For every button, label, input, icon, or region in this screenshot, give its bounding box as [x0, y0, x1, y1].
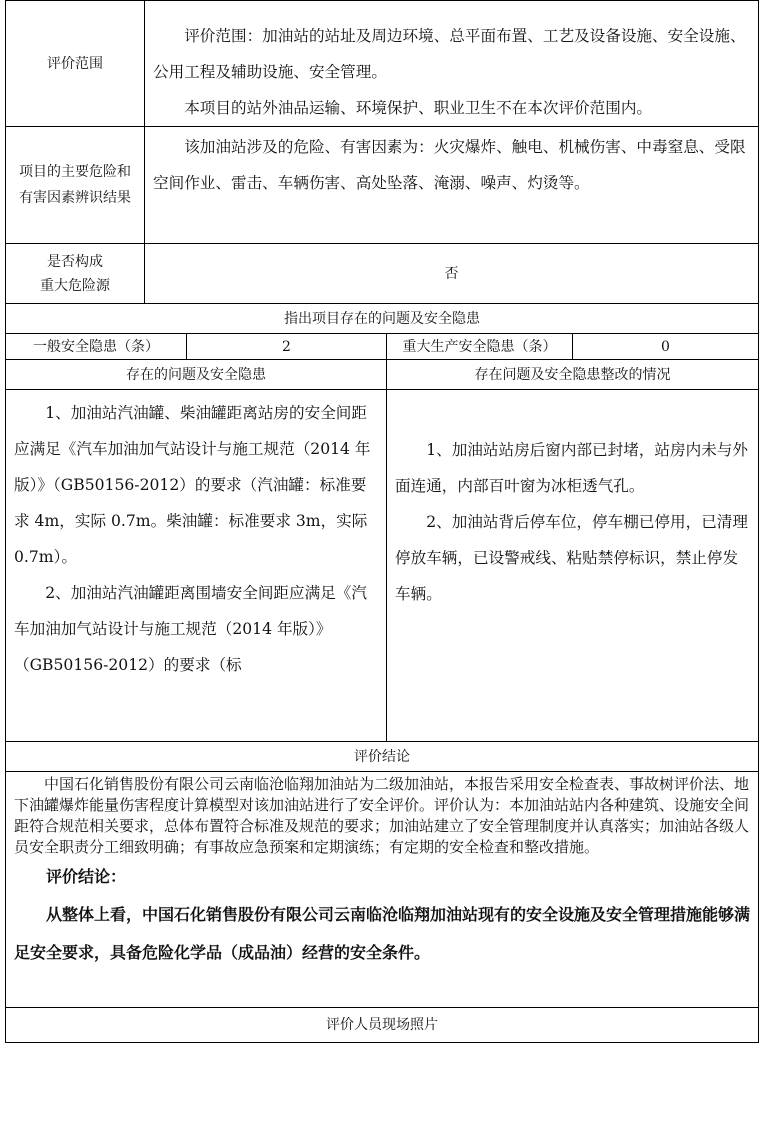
hazards-label-text: 项目的主要危险和有害因素辨识结果	[19, 164, 131, 206]
major-hazard-label	[6, 244, 144, 303]
scope-content	[144, 1, 758, 126]
major-count-value: 0	[572, 334, 758, 359]
rectification-item: 1、加油站站房后窗内部已封堵，站房内未与外面连通，内部百叶窗为冰柜透气孔。	[395, 441, 748, 495]
issues-header: 指出项目存在的问题及安全隐患	[6, 304, 758, 334]
conclusion-text: 中国石化销售股份有限公司云南临沧临翔加油站为二级加油站，本报告采用安全检查表、事故树评价法、地下油罐爆炸能量伤害程度计算模型对该加油站进行了安全评价。评价认为：本加油站站内各种建筑、设施安全间距符合规范相关要求，总体布置符合标准及规范的要求；加油站建立了安全管理制度并认真落实；加油站各级人员安全职责分工细致明确；有事故应急预案和定期演练；有定期的安全检查和整改措施。	[14, 775, 750, 856]
major-hazard-label-line1: 是否构成	[47, 253, 103, 270]
problems-column-header: 存在的问题及安全隐患	[126, 366, 266, 383]
photos-header: 评价人员现场照片	[6, 1008, 758, 1043]
hazards-content	[144, 127, 758, 243]
problems-list	[6, 390, 386, 741]
major-hazard-label-line2: 重大危险源	[40, 277, 110, 294]
major-count-label: 重大生产安全隐患（条）	[386, 334, 572, 359]
conclusion-text-block	[6, 772, 758, 858]
hazards-row	[6, 127, 758, 244]
scope-paragraph: 评价范围：加油站的站址及周边环境、总平面布置、工艺及设备设施、安全设施、公用工程及辅助设施、安全管理。	[153, 27, 746, 81]
hazards-text: 该加油站涉及的危险、有害因素为：火灾爆炸、触电、机械伤害、中毒窒息、受限空间作业、雷击、车辆伤害、高处坠落、淹溺、噪声、灼烫等。	[153, 138, 746, 192]
rectifications-list	[386, 390, 758, 741]
conclusion-header: 评价结论	[6, 742, 758, 772]
rectification-column-header: 存在问题及安全隐患整改的情况	[386, 360, 758, 389]
conclusion-bold-label: 评价结论：	[46, 867, 127, 886]
rectification-item: 2、加油站背后停车位，停车棚已停用，已清理停放车辆，已设警戒线、粘贴禁停标识，禁止停发车辆。	[395, 513, 748, 603]
conclusion-body	[6, 772, 758, 1008]
general-count-value: 2	[186, 334, 386, 359]
major-hazard-row	[6, 244, 758, 304]
issues-content-row	[6, 390, 758, 742]
general-count-label: 一般安全隐患（条）	[33, 338, 159, 355]
hazards-label	[6, 127, 144, 243]
conclusion-bold-text: 从整体上看，中国石化销售股份有限公司云南临沧临翔加油站现有的安全设施及安全管理措施能够满足安全要求，具备危险化学品（成品油）经营的安全条件。	[14, 905, 751, 962]
major-hazard-value: 否	[144, 244, 758, 303]
problem-item: 1、加油站汽油罐、柴油罐距离站房的安全间距应满足《汽车加油加气站设计与施工规范（2014 年版）》（GB50156-2012）的要求（汽油罐：标准要求 4m，实际 0.7m。柴油罐：标准要求 3m，实际 0.7m）。	[14, 404, 371, 566]
counts-row	[6, 334, 758, 360]
columns-row	[6, 360, 758, 390]
scope-paragraph: 本项目的站外油品运输、环境保护、职业卫生不在本次评价范围内。	[184, 99, 653, 117]
scope-row	[6, 0, 758, 127]
conclusion-bold-block	[6, 858, 758, 972]
problem-item: 2、加油站汽油罐距离围墙安全间距应满足《汽车加油加气站设计与施工规范（2014 年版）》（GB50156-2012）的要求（标	[14, 584, 367, 674]
scope-label: 评价范围	[47, 55, 103, 72]
report-table	[5, 0, 759, 1043]
